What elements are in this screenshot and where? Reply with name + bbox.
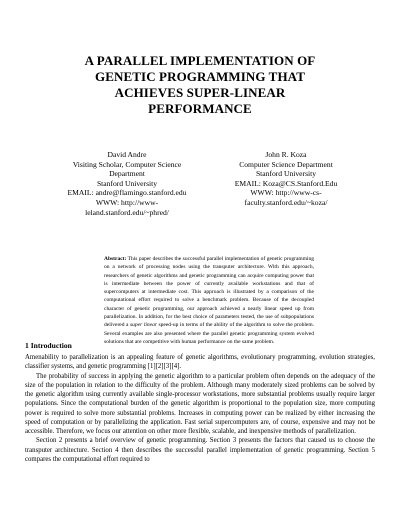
author-affiliation: Visiting Scholar, Computer Science: [72, 159, 182, 169]
abstract: [104, 255, 314, 346]
paragraph: Section 2 presents a brief overview of genetic programming. Section 3 presents the factors that caused us to choose the transputer architecture. Section 4 then describes the successful parallel implementation of genetic programming. Section 5 compares the computational effort required to: [25, 437, 375, 463]
author-name: David Andre: [107, 150, 147, 159]
abstract-text: speed-up in terms of the ability of the algorithm to solve the problem. Several examples are also presented where the parallel genetic programming system evolved solutions that are competitive with human performance on the same problem.: [104, 322, 314, 345]
title-line: A PARALLEL IMPLEMENTATION OF: [84, 53, 316, 68]
abstract-emphasis: super linear: [130, 322, 157, 329]
author-www: WWW: http://www-cs-: [250, 188, 322, 198]
section-heading: 1 Introduction: [25, 341, 72, 350]
author-institution: Stanford University: [96, 178, 158, 188]
author-affiliation: Computer Science Department: [239, 159, 333, 169]
author-block-koza: [226, 150, 346, 208]
author-affiliation: Department: [109, 169, 145, 179]
section-body: [25, 353, 375, 464]
author-block-andre: [62, 150, 192, 217]
author-email: EMAIL: Koza@CS.Stanford.Edu: [234, 178, 338, 188]
title-line: PERFORMANCE: [148, 101, 252, 116]
author-name: John R. Koza: [265, 150, 307, 159]
author-email: EMAIL: andre@flamingo.stanford.edu: [67, 188, 187, 198]
author-institution: Stanford University: [255, 169, 317, 179]
abstract-text: This paper describes the successful parallel implementation of genetic programming on a network of processing nodes using the transputer architecture. With this approach, researchers of genetic algorithms and genetic programming can acquire computing power that is intermediate between the power of currently available workstations and that of supercomputers at intermediate cost. This approach is illustrated by a comparison of the computational effort required to solve a benchmark problem. Because of the decoupled character of genetic programming, our approach achieved a nearly linear speed up from parallelization. In addition, for the best choice of parameters tested, the use of subpopulations delivered a: [104, 256, 314, 329]
abstract-label: Abstract:: [104, 256, 127, 262]
author-www: leland.stanford.edu/~phred/: [85, 207, 169, 217]
title-line: GENETIC PROGRAMMING THAT: [95, 69, 305, 84]
paper-title: [40, 53, 360, 117]
paragraph: Amenability to parallelization is an appealing feature of genetic algorithms, evolutionary programming, evolution strategies, classifier systems, and genetic programming [1][2][3][4].: [25, 354, 375, 371]
author-www: WWW: http://www-: [95, 197, 159, 207]
author-www: faculty.stanford.edu/~koza/: [244, 197, 328, 207]
title-line: ACHIEVES SUPER-LINEAR: [114, 85, 286, 100]
paragraph: The probability of success in applying the genetic algorithm to a particular problem often depends on the adequacy of the size of the population in relation to the difficulty of the problem. Although many moderately sized problems can be solved by the genetic algorithm using currently available single-processor workstations, more substantial problems usually require larger populations. Since the computational burden of the genetic algorithm is proportional to the population size, more computing power is required to solve more substantial problems. Increases in computing power can be realized by either increasing the speed of computation or by parallelizing the application. Fast serial supercomputers are, of course, expensive and may not be accessible. Therefore, we focus our attention on other more flexible, scalable, and inexpensive methods of parallelization.: [25, 372, 375, 435]
